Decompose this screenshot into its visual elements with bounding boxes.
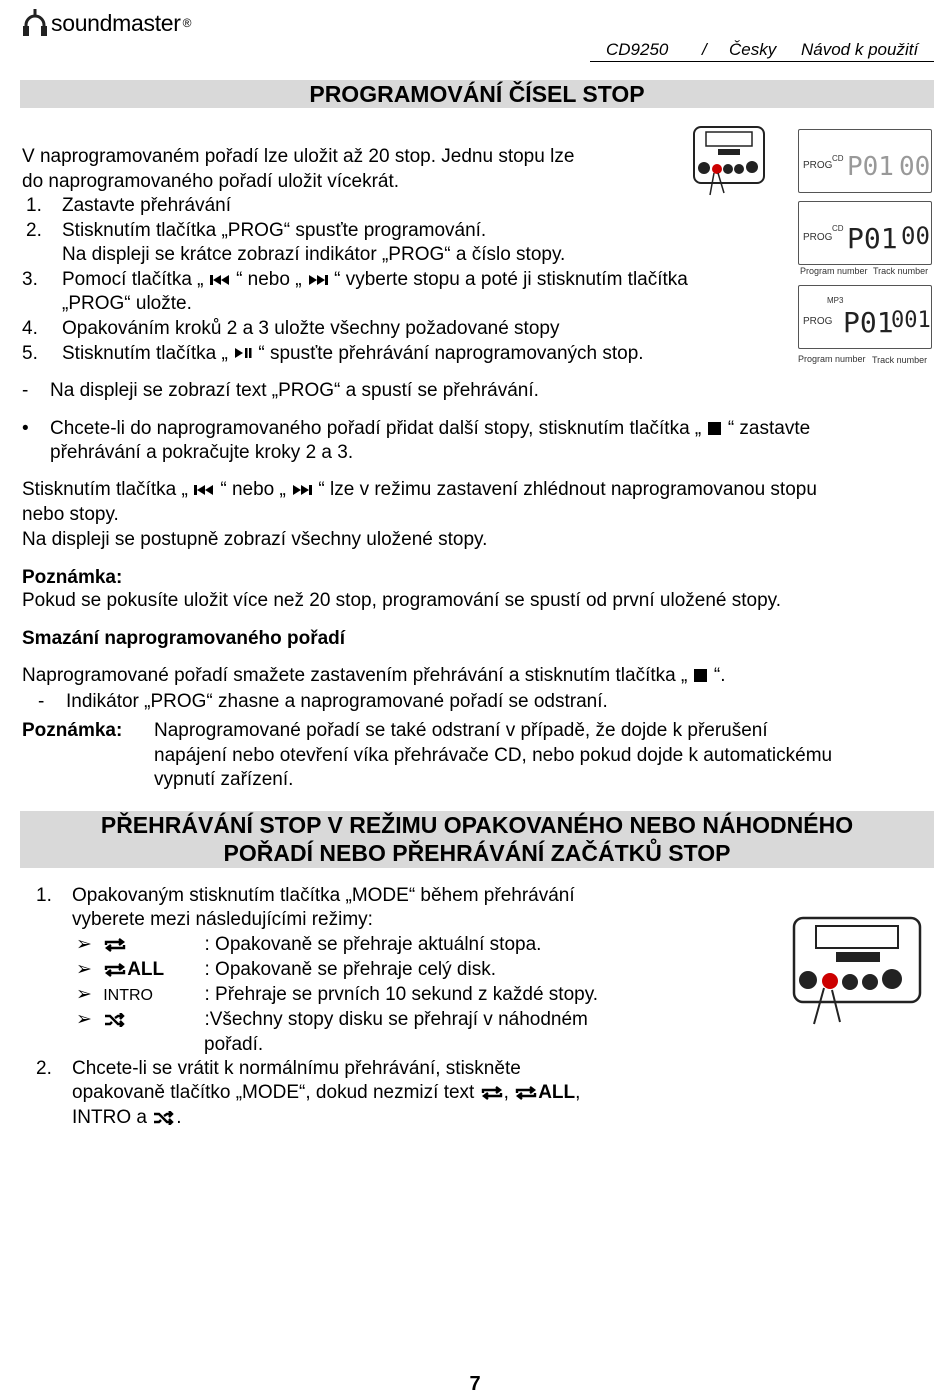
mode-step-1-line-1: Opakovaným stisknutím tlačítka „MODE“ během přehrávání xyxy=(72,885,575,906)
skip-forward-icon xyxy=(291,483,313,497)
repeat-icon xyxy=(103,938,127,952)
step-1-text: Zastavte přehrávání xyxy=(62,195,231,216)
mode-desc-intro: : Přehraje se prvních 10 sekund z každé stopy. xyxy=(204,984,599,1005)
mode-arrow-bullet: ➢ xyxy=(76,984,92,1005)
lcd-display-mp3 xyxy=(798,285,932,349)
stop-icon xyxy=(693,669,709,683)
lcd-prog-label: PROG xyxy=(803,232,833,243)
clear-text xyxy=(22,664,725,689)
dash-mark-1: - xyxy=(22,380,29,401)
mode-step-2-period: . xyxy=(176,1107,182,1128)
bullet-text-1-b: “ zastavte xyxy=(727,418,811,439)
stop-icon xyxy=(707,422,723,436)
bullet-text-1-a: Chcete-li do naprogramovaného pořadí přidat další stopy, stisknutím tlačítka „ xyxy=(50,418,702,439)
shuffle-icon xyxy=(103,1013,127,1027)
play-pause-icon xyxy=(233,347,253,361)
mode-item-shuffle xyxy=(76,1008,588,1033)
shuffle-icon xyxy=(152,1111,176,1125)
header-language: Česky xyxy=(729,40,777,59)
mode-arrow-bullet: ➢ xyxy=(76,959,92,980)
note-2-line-1: Naprogramované pořadí se také odstraní v případě, že dojde k přerušení xyxy=(154,720,768,741)
step-5-text-b: “ spusťte přehrávání naprogramovaných stop. xyxy=(258,343,644,364)
skip-forward-icon xyxy=(307,273,329,287)
step-2-text: Stisknutím tlačítka „PROG“ spusťte programování. xyxy=(62,220,487,241)
step-3-text-line-2: „PROG“ uložte. xyxy=(62,293,192,314)
lcd-program-number: P01 xyxy=(847,222,898,255)
step-2-text-line-2: Na displeji se krátce zobrazí indikátor „PROG“ a číslo stopy. xyxy=(62,244,566,265)
mode-step-2-line-1: Chcete-li se vrátit k normálnímu přehrávání, stiskněte xyxy=(72,1058,521,1079)
header-rule xyxy=(590,61,934,62)
section2-title-band xyxy=(20,811,934,868)
step-4-text: Opakováním kroků 2 a 3 uložte všechny požadované stopy xyxy=(62,318,560,339)
brand-name: soundmaster xyxy=(51,9,181,36)
brand-reg-mark: ® xyxy=(182,16,192,30)
mode-arrow-bullet: ➢ xyxy=(76,934,92,955)
section2-title-line-1: PŘEHRÁVÁNÍ STOP V REŽIMU OPAKOVANÉHO NEBO NÁHODNÉHO xyxy=(100,812,854,838)
step-3-text-b: “ nebo „ xyxy=(236,269,302,290)
note-1-text: Pokud se pokusíte uložit více než 20 stop, programování se spustí od první uložené stopy. xyxy=(22,590,782,611)
skip-text-c: “ lze v režimu zastavení zhlédnout naprogramovanou stopu xyxy=(318,479,817,500)
mode-step-1-line-2: vyberete mezi následujícími režimy: xyxy=(72,909,373,930)
skip-text xyxy=(22,478,817,503)
lcd-program-number: P01 xyxy=(847,152,894,182)
step-5-number: 5. xyxy=(22,343,38,364)
skip-text-line-3: Na displeji se postupně zobrazí všechny uložené stopy. xyxy=(22,529,488,550)
lcd-cd-label: CD xyxy=(832,154,844,163)
mode-step-2-line-2 xyxy=(72,1081,580,1106)
mode-label-intro: INTRO xyxy=(103,987,153,1004)
soundmaster-logo-icon xyxy=(22,8,48,38)
skip-back-icon xyxy=(209,273,231,287)
mode-desc-shuffle-line-2: pořadí. xyxy=(204,1034,264,1055)
mode-item-intro xyxy=(76,983,598,1009)
dash-text-1: Na displeji se zobrazí text „PROG“ a spustí se přehrávání. xyxy=(50,380,539,401)
mode-item-repeat-all xyxy=(76,958,496,983)
bullet-text-1-line-2: přehrávání a pokračujte kroky 2 a 3. xyxy=(50,442,354,463)
step-3-text-c: “ vyberte stopu a poté ji stisknutím tlačítka xyxy=(334,269,688,290)
repeat-icon xyxy=(103,963,127,977)
label-program-number: Program number xyxy=(800,266,868,276)
step-3-text xyxy=(62,268,688,293)
skip-text-line-2: nebo stopy. xyxy=(22,504,119,525)
step-1-number: 1. xyxy=(26,195,42,216)
lcd-track-number: 00 xyxy=(901,222,930,250)
header-model: CD9250 xyxy=(606,40,669,59)
mode-step-2-all: ALL xyxy=(538,1082,576,1103)
skip-text-b: “ nebo „ xyxy=(220,479,286,500)
section1-title: PROGRAMOVÁNÍ ČÍSEL STOP xyxy=(309,81,645,107)
note-2-line-3: vypnutí zařízení. xyxy=(154,769,294,790)
section1-title-band xyxy=(20,80,934,108)
lcd-program-number: P01 xyxy=(843,306,894,339)
skip-text-a: Stisknutím tlačítka „ xyxy=(22,479,188,500)
intro-line-2: do naprogramovaného pořadí uložit vícekrát. xyxy=(22,171,400,192)
mode-step-2-comma-1: , xyxy=(503,1082,509,1103)
clear-heading: Smazání naprogramovaného pořadí xyxy=(22,628,346,649)
label-track-number: Track number xyxy=(873,266,929,276)
clear-text-a: Naprogramované pořadí smažete zastavením přehrávání a stisknutím tlačítka „ xyxy=(22,665,688,686)
note-2-line-2: napájení nebo otevření víka přehrávače CD, nebo pokud dojde k automatickému xyxy=(154,745,833,766)
mode-desc-repeat-all: : Opakovaně se přehraje celý disk. xyxy=(204,959,496,980)
mode-label-all: ALL xyxy=(127,959,165,980)
intro-line-1: V naprogramovaném pořadí lze uložit až 20 stop. Jednu stopu lze xyxy=(22,146,575,167)
lcd-prog-label: PROG xyxy=(803,316,833,327)
label-track-number: Track number xyxy=(872,355,928,365)
label-program-number: Program number xyxy=(798,354,866,364)
brand-logo xyxy=(22,8,192,38)
page-number: 7 xyxy=(469,1373,481,1395)
player-buttons-illustration xyxy=(690,125,770,200)
note-2-label: Poznámka: xyxy=(22,720,123,741)
lcd-mp3-label: MP3 xyxy=(827,296,844,305)
header-separator: / xyxy=(702,40,707,59)
step-5-text xyxy=(62,342,644,367)
mode-step-2-intro: INTRO a xyxy=(72,1107,147,1128)
mode-item-repeat-one xyxy=(76,933,541,958)
note-1-label: Poznámka: xyxy=(22,567,123,588)
mode-desc-shuffle: :Všechny stopy disku se přehrají v náhodném xyxy=(204,1009,588,1030)
lcd-track-number: 001 xyxy=(891,308,931,333)
mode-step-2-number: 2. xyxy=(36,1058,52,1079)
skip-back-icon xyxy=(193,483,215,497)
clear-dash-text: Indikátor „PROG“ zhasne a naprogramované pořadí se odstraní. xyxy=(66,691,608,712)
lcd-track-number: 00 xyxy=(899,152,931,182)
lcd-cd-label: CD xyxy=(832,224,844,233)
mode-step-2-comma-2: , xyxy=(575,1082,581,1103)
mode-desc-repeat-one: : Opakovaně se přehraje aktuální stopa. xyxy=(204,934,542,955)
repeat-icon xyxy=(514,1086,538,1100)
step-4-number: 4. xyxy=(22,318,38,339)
bullet-text-1 xyxy=(50,417,810,442)
mode-arrow-bullet: ➢ xyxy=(76,1009,92,1030)
repeat-icon xyxy=(480,1086,504,1100)
step-3-number: 3. xyxy=(22,269,38,290)
clear-dash-mark: - xyxy=(38,691,45,712)
clear-text-b: “. xyxy=(713,665,726,686)
mode-step-1-number: 1. xyxy=(36,885,52,906)
header-manual: Návod k použití xyxy=(801,40,919,59)
bullet-mark-1: • xyxy=(22,418,29,439)
step-2-number: 2. xyxy=(26,220,42,241)
step-3-text-a: Pomocí tlačítka „ xyxy=(62,269,204,290)
player-mode-button-illustration xyxy=(788,912,928,1030)
lcd-prog-label: PROG xyxy=(803,160,833,171)
section2-title-line-2: POŘADÍ NEBO PŘEHRÁVÁNÍ ZAČÁTKŮ STOP xyxy=(223,840,731,866)
step-5-text-a: Stisknutím tlačítka „ xyxy=(62,343,228,364)
mode-step-2-text-a: opakovaně tlačítko „MODE“, dokud nezmizí text xyxy=(72,1082,475,1103)
lcd-display-blink xyxy=(798,129,932,193)
mode-step-2-line-3 xyxy=(72,1106,182,1131)
lcd-display-cd xyxy=(798,201,932,265)
